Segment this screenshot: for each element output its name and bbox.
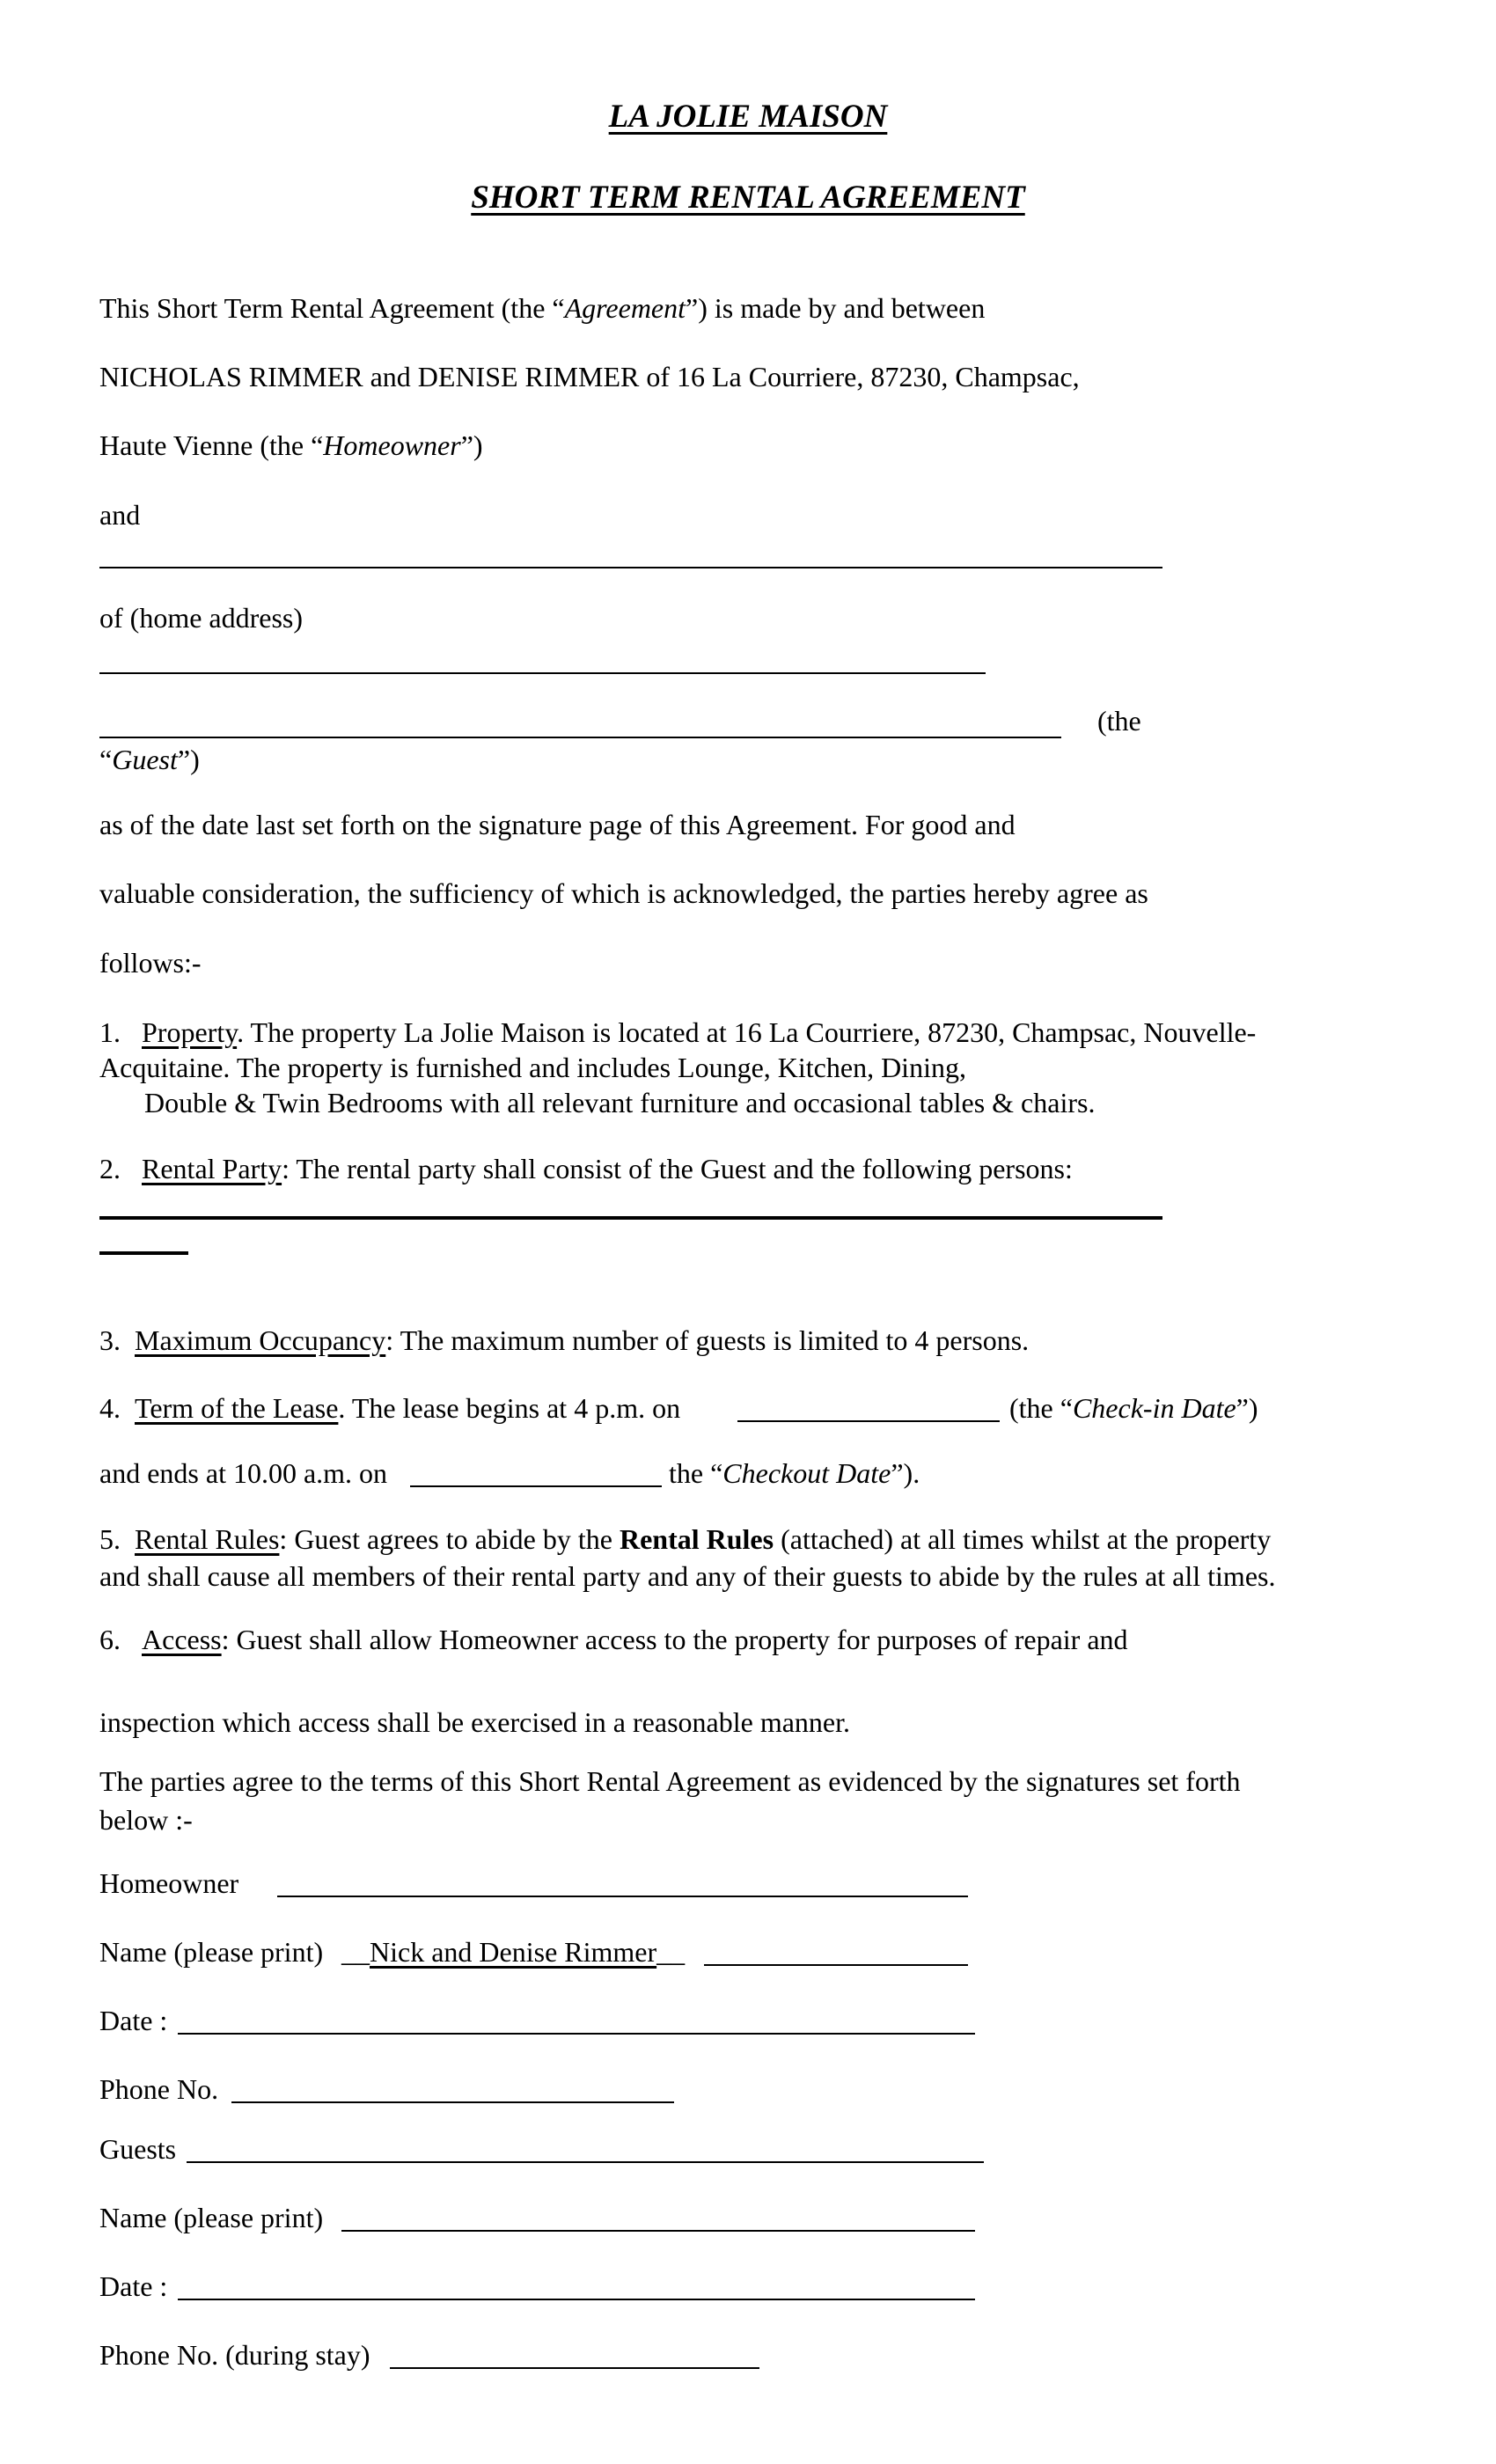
clause-6-line-2: inspection which access shall be exercised in a reasonable manner. [99, 1706, 850, 1738]
guest-name-field[interactable] [99, 567, 1162, 568]
homeowner-date-label: Date : [99, 2005, 168, 2036]
clause-4-heading: Term of the Lease [135, 1392, 339, 1424]
document-subtitle: SHORT TERM RENTAL AGREEMENT [471, 180, 1025, 216]
guest-date-field[interactable] [178, 2299, 975, 2300]
clause-2-heading: Rental Party [142, 1153, 282, 1184]
guest-definition: “Guest”) [99, 744, 200, 775]
closing-line-1: The parties agree to the terms of this Short Rental Agreement as evidenced by the signatures set forth [99, 1765, 1241, 1797]
homeowner-signature-field[interactable] [277, 1896, 968, 1897]
guest-date-label: Date : [99, 2270, 168, 2302]
clause-1-heading: Property [142, 1016, 238, 1048]
check-in-date-label: (the “Check-in Date”) [1009, 1392, 1258, 1424]
guest-phone-label: Phone No. (during stay) [99, 2339, 370, 2371]
clause-4-line-2: and ends at 10.00 a.m. on [99, 1457, 388, 1489]
document-title: LA JOLIE MAISON [608, 99, 888, 135]
closing-line-2: below :- [99, 1804, 193, 1836]
clause-4-line-1: 4. Term of the Lease. The lease begins at 4 p.m. on [99, 1392, 681, 1424]
consideration-line-1: as of the date last set forth on the signature page of this Agreement. For good and [99, 809, 1016, 840]
rental-party-field-1[interactable] [99, 1216, 1162, 1220]
guest-print-name-field[interactable] [341, 2230, 975, 2232]
homeowner-name-field[interactable] [704, 1964, 968, 1966]
clause-1-line-2: Acquitaine. The property is furnished and includes Lounge, Kitchen, Dining, [99, 1052, 966, 1083]
clause-3: 3. Maximum Occupancy: The maximum number of guests is limited to 4 persons. [99, 1324, 1030, 1356]
the-label: (the [1097, 705, 1141, 737]
homeowner-phone-label: Phone No. [99, 2073, 219, 2105]
checkout-date-label: the “Checkout Date”). [669, 1457, 920, 1489]
intro-line-2: NICHOLAS RIMMER and DENISE RIMMER of 16 La Courriere, 87230, Champsac, [99, 361, 1080, 392]
clause-2: 2. Rental Party: The rental party shall consist of the Guest and the following persons: [99, 1153, 1073, 1184]
clause-1-line-3: Double & Twin Bedrooms with all relevant furniture and occasional tables & chairs. [144, 1087, 1096, 1118]
homeowner-phone-field[interactable] [231, 2101, 674, 2103]
intro-and: and [99, 499, 141, 531]
intro-line-3: Haute Vienne (the “Homeowner”) [99, 429, 483, 461]
home-address-label: of (home address) [99, 602, 304, 634]
clause-6-line-1: 6. Access: Guest shall allow Homeowner access to the property for purposes of repair and [99, 1624, 1128, 1655]
guest-phone-field[interactable] [390, 2367, 759, 2369]
homeowner-label: Homeowner [99, 1867, 239, 1899]
clause-3-heading: Maximum Occupancy [135, 1324, 386, 1356]
guest-name-label: Name (please print) [99, 2202, 324, 2233]
consideration-line-3: follows:- [99, 947, 202, 979]
checkout-date-field[interactable] [410, 1485, 662, 1487]
intro-line-1: This Short Term Rental Agreement (the “Agreement”) is made by and between [99, 292, 986, 324]
rental-party-field-2[interactable] [99, 1251, 188, 1255]
clause-5-line-2: and shall cause all members of their rental party and any of their guests to abide by the rules at all times. [99, 1560, 1276, 1592]
homeowner-name-value: __Nick and Denise Rimmer__ [341, 1936, 686, 1968]
home-address-field-1[interactable] [99, 672, 986, 674]
clause-5-heading: Rental Rules [135, 1523, 280, 1555]
home-address-field-2[interactable] [99, 737, 1061, 738]
clause-6-heading: Access [142, 1624, 222, 1655]
homeowner-date-field[interactable] [178, 2033, 975, 2035]
homeowner-name-label: Name (please print) [99, 1936, 324, 1968]
consideration-line-2: valuable consideration, the sufficiency of which is acknowledged, the parties hereby agree as [99, 877, 1148, 909]
check-in-date-field[interactable] [737, 1420, 1000, 1422]
clause-5-line-1: 5. Rental Rules: Guest agrees to abide by the Rental Rules (attached) at all times whilst at the property [99, 1523, 1272, 1555]
clause-1-line-1: 1. Property. The property La Jolie Maison is located at 16 La Courriere, 87230, Champsac, Nouvelle- [99, 1016, 1257, 1048]
guests-label: Guests [99, 2133, 177, 2165]
guests-signature-field[interactable] [187, 2161, 984, 2163]
